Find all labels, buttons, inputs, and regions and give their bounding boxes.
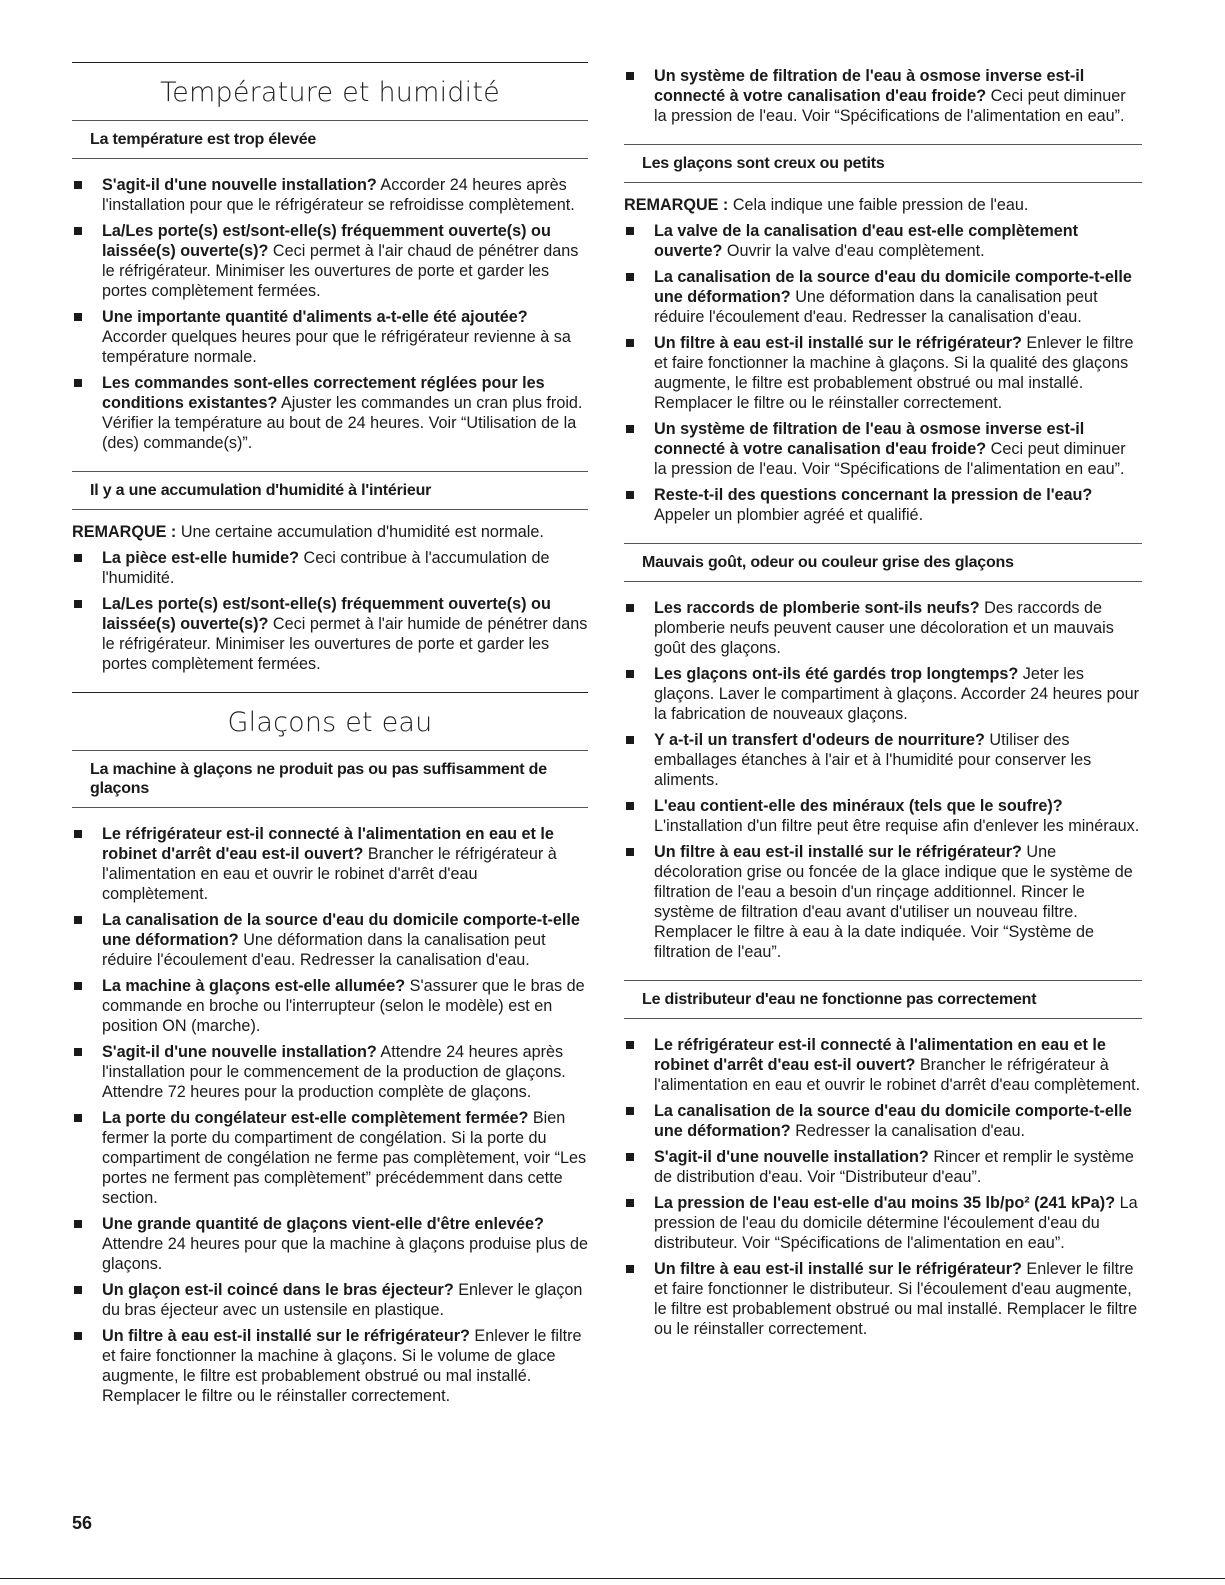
item-answer: Enlever le filtre et faire fonctionner le distributeur. Si l'écoulement d'eau augmente, le filtre est probablement obstrué ou mal installé. Remplacer le filtre ou le réinstaller correctement. — [654, 1260, 1138, 1338]
item-question: S'agit-il d'une nouvelle installation? — [102, 1043, 377, 1061]
note-text: Une certaine accumulation d'humidité est normale. — [176, 523, 544, 541]
item-answer: Brancher le réfrigérateur à l'alimentation en eau et ouvrir le robinet d'arrêt d'eau complètement. — [654, 1056, 1141, 1094]
item-answer: S'assurer que le bras de commande en broche ou l'interrupteur (selon le modèle) est en position ON (marche). — [102, 977, 585, 1035]
item-question: L'eau contient-elle des minéraux (tels que le soufre)? — [654, 797, 1063, 815]
item-question: Le réfrigérateur est-il connecté à l'alimentation en eau et le robinet d'arrêt d'eau est-il ouvert? — [654, 1036, 1106, 1074]
item-question: La canalisation de la source d'eau du domicile comporte-t-elle une déformation? — [654, 1102, 1132, 1140]
list-item — [624, 419, 1142, 479]
item-question: Le réfrigérateur est-il connecté à l'alimentation en eau et le robinet d'arrêt d'eau est-il ouvert? — [102, 825, 554, 863]
item-answer: Attendre 24 heures pour que la machine à glaçons produise plus de glaçons. — [102, 1235, 588, 1273]
bullet-icon — [626, 604, 634, 612]
list-item — [624, 267, 1142, 327]
item-answer: Utiliser des emballages étanches à l'air et à l'humidité pour conserver les aliments. — [654, 731, 1092, 789]
subheading: Mauvais goût, odeur ou couleur grise des glaçons — [624, 543, 1142, 582]
list-item — [624, 1101, 1142, 1141]
item-answer: L'installation d'un filtre peut être requise afin d'enlever les minéraux. — [654, 817, 1140, 835]
item-question: La/Les porte(s) est/sont-elle(s) fréquemment ouverte(s) ou laissée(s) ouverte(s)? — [102, 222, 551, 260]
item-answer: Accorder 24 heures après l'installation pour que le réfrigérateur se refroidisse complètement. — [102, 176, 575, 214]
item-answer: Ceci contribue à l'accumulation de l'humidité. — [102, 549, 550, 587]
item-answer: Ceci permet à l'air chaud de pénétrer dans le réfrigérateur. Minimiser les ouvertures de porte et garder les portes complètement fermées. — [102, 242, 579, 300]
item-question: La/Les porte(s) est/sont-elle(s) fréquemment ouverte(s) ou laissée(s) ouverte(s)? — [102, 595, 551, 633]
bullet-icon — [626, 273, 634, 281]
list-item — [624, 730, 1142, 790]
item-question: Y a-t-il un transfert d'odeurs de nourriture? — [654, 731, 985, 749]
item-question: Un filtre à eau est-il installé sur le réfrigérateur? — [102, 1327, 470, 1345]
item-answer: Des raccords de plomberie neufs peuvent causer une décoloration et un mauvais goût des glaçons. — [654, 599, 1114, 657]
section-title: Température et humidité — [160, 77, 500, 108]
item-answer: Ceci permet à l'air humide de pénétrer dans le réfrigérateur. Minimiser les ouvertures de porte et garder les portes complètement fermées. — [102, 615, 588, 673]
list-item — [624, 66, 1142, 126]
bullet-icon — [74, 1048, 82, 1056]
item-question: La canalisation de la source d'eau du domicile comporte-t-elle une déformation? — [654, 268, 1132, 306]
bullet-icon — [74, 379, 82, 387]
bullet-icon — [74, 181, 82, 189]
item-question: La canalisation de la source d'eau du domicile comporte-t-elle une déformation? — [102, 911, 580, 949]
list-item — [72, 1214, 588, 1274]
bullet-icon — [626, 670, 634, 678]
bullet-icon — [626, 802, 634, 810]
troubleshooting-list — [624, 598, 1142, 962]
list-item — [624, 221, 1142, 261]
section-header-temperature — [72, 62, 588, 120]
item-answer: Ouvrir la valve d'eau complètement. — [722, 242, 985, 260]
list-item — [72, 1326, 588, 1406]
item-answer: Ajuster les commandes un cran plus froid. Vérifier la température au bout de 24 heures. Voir “Utilisation de la (des) commande(s)”. — [102, 394, 583, 452]
item-question: Les glaçons ont-ils été gardés trop longtemps? — [654, 665, 1019, 683]
list-item — [72, 1280, 588, 1320]
list-item — [72, 824, 588, 904]
item-question: Reste-t-il des questions concernant la pression de l'eau? — [654, 486, 1093, 504]
page-number: 56 — [72, 1513, 93, 1533]
item-answer: Une déformation dans la canalisation peut réduire l'écoulement d'eau. Redresser la canalisation d'eau. — [654, 288, 1098, 326]
subheading: Il y a une accumulation d'humidité à l'intérieur — [72, 471, 588, 510]
bullet-icon — [626, 848, 634, 856]
bullet-icon — [626, 425, 634, 433]
item-question: Les raccords de plomberie sont-ils neufs? — [654, 599, 980, 617]
list-item — [72, 548, 588, 588]
troubleshooting-list — [72, 175, 588, 453]
item-answer: Bien fermer la porte du compartiment de congélation. Si la porte du compartiment de congélation ne ferme pas complètement, voir “Les portes ne ferment pas complètement” précédemment dans cette section. — [102, 1109, 587, 1207]
note-text: Cela indique une faible pression de l'eau. — [728, 196, 1029, 214]
item-answer: Rincer et remplir le système de distribution d'eau. Voir “Distributeur d'eau”. — [654, 1148, 1134, 1186]
subheading: Les glaçons sont creux ou petits — [624, 144, 1142, 183]
item-question: La pièce est-elle humide? — [102, 549, 300, 567]
list-item — [72, 976, 588, 1036]
list-item — [72, 1108, 588, 1208]
bullet-icon — [74, 313, 82, 321]
list-item — [72, 594, 588, 674]
item-answer: Enlever le glaçon du bras éjecteur avec un ustensile en plastique. — [102, 1281, 583, 1319]
item-answer: Redresser la canalisation d'eau. — [790, 1122, 1026, 1140]
item-answer: Enlever le filtre et faire fonctionner la machine à glaçons. Si le volume de glace augmente, le filtre est probablement obstrué ou mal installé. Remplacer le filtre ou le réinstaller correctement. — [102, 1327, 582, 1405]
troubleshooting-list — [624, 1035, 1142, 1339]
list-item — [72, 307, 588, 367]
bullet-icon — [74, 227, 82, 235]
bullet-icon — [626, 1041, 634, 1049]
bullet-icon — [74, 1286, 82, 1294]
section-header-ice — [72, 692, 588, 750]
list-item — [72, 221, 588, 301]
bullet-icon — [74, 830, 82, 838]
bullet-icon — [626, 1107, 634, 1115]
item-question: Une importante quantité d'aliments a-t-elle été ajoutée? — [102, 308, 528, 326]
bullet-icon — [74, 916, 82, 924]
item-question: S'agit-il d'une nouvelle installation? — [654, 1148, 929, 1166]
subheading: Le distributeur d'eau ne fonctionne pas correctement — [624, 980, 1142, 1019]
item-answer: Une décoloration grise ou foncée de la glace indique que le système de filtration de l'eau a besoin d'un rinçage additionnel. Rincer le système de filtration d'eau avant d'utiliser un nouveau filtre. Remplacer le filtre à eau à la date indiquée. Voir “Système de filtration de l'eau”. — [654, 843, 1133, 961]
list-item — [624, 664, 1142, 724]
note — [624, 195, 1142, 215]
list-item — [72, 373, 588, 453]
item-question: La pression de l'eau est-elle d'au moins 35 lb/po² (241 kPa)? — [654, 1194, 1116, 1212]
item-question: Les commandes sont-elles correctement réglées pour les conditions existantes? — [102, 374, 545, 412]
item-answer: Attendre 24 heures après l'installation pour le commencement de la production de glaçons. Attendre 72 heures pour la production complète de glaçons. — [102, 1043, 566, 1101]
item-question: Un système de filtration de l'eau à osmose inverse est-il connecté à votre canalisation d'eau froide? — [654, 420, 1085, 458]
troubleshooting-list — [624, 221, 1142, 525]
bullet-icon — [626, 1153, 634, 1161]
bullet-icon — [74, 1220, 82, 1228]
right-column — [624, 66, 1142, 1345]
item-question: La porte du congélateur est-elle complètement fermée? — [102, 1109, 529, 1127]
bullet-icon — [626, 1265, 634, 1273]
left-column — [72, 62, 588, 1412]
list-item — [72, 910, 588, 970]
list-item — [624, 1147, 1142, 1187]
troubleshooting-list — [624, 66, 1142, 126]
item-question: Un filtre à eau est-il installé sur le réfrigérateur? — [654, 334, 1022, 352]
bullet-icon — [626, 736, 634, 744]
item-question: La machine à glaçons est-elle allumée? — [102, 977, 406, 995]
subheading: La machine à glaçons ne produit pas ou pas suffisamment de glaçons — [72, 750, 588, 808]
bullet-icon — [74, 982, 82, 990]
item-answer: Accorder quelques heures pour que le réfrigérateur revienne à sa température normale. — [102, 328, 571, 366]
list-item — [72, 175, 588, 215]
bullet-icon — [626, 491, 634, 499]
subheading: La température est trop élevée — [72, 120, 588, 159]
bullet-icon — [74, 1114, 82, 1122]
troubleshooting-list — [72, 824, 588, 1406]
bullet-icon — [74, 554, 82, 562]
note — [72, 522, 588, 542]
list-item — [624, 485, 1142, 525]
bullet-icon — [626, 339, 634, 347]
note-label: REMARQUE : — [72, 523, 177, 541]
item-answer: Ceci peut diminuer la pression de l'eau. Voir “Spécifications de l'alimentation en eau”. — [654, 440, 1126, 478]
item-answer: Enlever le filtre et faire fonctionner la machine à glaçons. Si la qualité des glaçons augmente, le filtre est probablement obstrué ou mal installé. Remplacer le filtre ou le réinstaller correctement. — [654, 334, 1134, 412]
item-answer: Ceci peut diminuer la pression de l'eau. Voir “Spécifications de l'alimentation en eau”. — [654, 87, 1126, 125]
list-item — [624, 842, 1142, 962]
bullet-icon — [626, 1199, 634, 1207]
item-question: Un filtre à eau est-il installé sur le réfrigérateur? — [654, 843, 1022, 861]
item-answer: Une déformation dans la canalisation peut réduire l'écoulement d'eau. Redresser la canalisation d'eau. — [102, 931, 546, 969]
bullet-icon — [74, 600, 82, 608]
list-item — [624, 1259, 1142, 1339]
item-question: Une grande quantité de glaçons vient-elle d'être enlevée? — [102, 1215, 544, 1233]
bullet-icon — [74, 1332, 82, 1340]
list-item — [72, 1042, 588, 1102]
section-title: Glaçons et eau — [227, 707, 433, 738]
item-question: Un filtre à eau est-il installé sur le réfrigérateur? — [654, 1260, 1022, 1278]
item-answer: Brancher le réfrigérateur à l'alimentation en eau et ouvrir le robinet d'arrêt d'eau complètement. — [102, 845, 557, 903]
item-question: La valve de la canalisation d'eau est-elle complètement ouverte? — [654, 222, 1078, 260]
bullet-icon — [626, 72, 634, 80]
item-answer: La pression de l'eau du domicile détermine l'écoulement d'eau du distributeur. Voir “Spécifications de l'alimentation en eau”. — [654, 1194, 1138, 1252]
item-answer: Appeler un plombier agréé et qualifié. — [654, 506, 924, 524]
list-item — [624, 1035, 1142, 1095]
list-item — [624, 333, 1142, 413]
item-question: Un glaçon est-il coincé dans le bras éjecteur? — [102, 1281, 454, 1299]
troubleshooting-list — [72, 548, 588, 674]
item-answer: Jeter les glaçons. Laver le compartiment à glaçons. Accorder 24 heures pour la fabrication de nouveaux glaçons. — [654, 665, 1139, 723]
item-question: S'agit-il d'une nouvelle installation? — [102, 176, 377, 194]
list-item — [624, 1193, 1142, 1253]
bottom-rule — [0, 1578, 1225, 1579]
item-question: Un système de filtration de l'eau à osmose inverse est-il connecté à votre canalisation d'eau froide? — [654, 67, 1085, 105]
list-item — [624, 796, 1142, 836]
note-label: REMARQUE : — [624, 196, 729, 214]
list-item — [624, 598, 1142, 658]
bullet-icon — [626, 227, 634, 235]
